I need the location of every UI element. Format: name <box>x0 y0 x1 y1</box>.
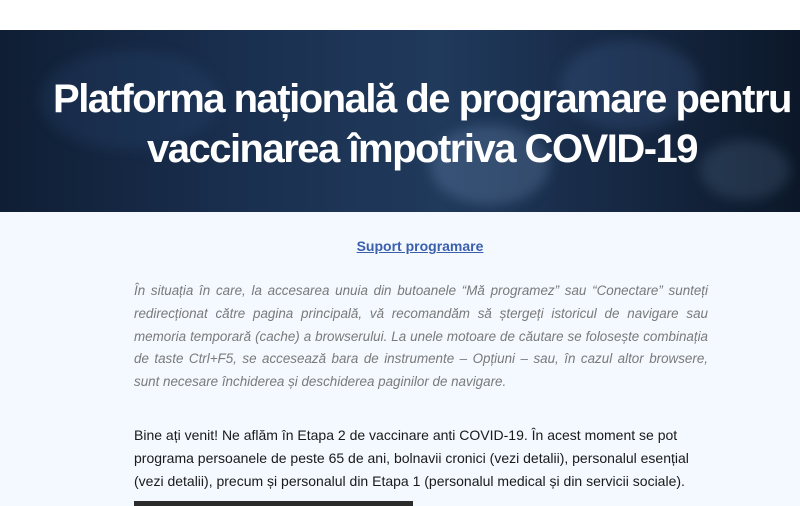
main-content <box>0 212 800 506</box>
page-title-line-1: Platforma națională de programare pentru <box>53 77 791 121</box>
page-title-line-2: vaccinarea împotriva COVID-19 <box>146 127 698 171</box>
top-bar <box>0 0 800 30</box>
support-programare-link[interactable]: Suport programare <box>356 238 484 254</box>
cache-notice-text: În situația în care, la accesarea unuia din butoanele “Mă programez” sau “Conectare” sunteți redirecționat către pagina principală, vă recomandăm să ștergeți istoricul de navigare sau memoria temporară (cache) a browserului. La unele motoare de căutare se folosește combinația de taste Ctrl+F5, se accesează bara de instrumente – Opțiuni – sau, în cazul altor browsere, sunt necesare închiderea și deschiderea paginilor de navigare. <box>134 283 708 390</box>
welcome-text: Bine ați venit! Ne aflăm în Etapa 2 de vaccinare anti COVID-19. În acest moment se pot programa persoanele de peste 65 de ani, bolnavii cronici (vezi detalii), personalul esențial (vezi detalii), precum și personalul din Etapa 1 (personalul medical și din servicii sociale). <box>134 427 689 489</box>
hero-banner <box>0 30 800 212</box>
page-title <box>0 74 800 174</box>
video-embed[interactable] <box>134 501 413 506</box>
